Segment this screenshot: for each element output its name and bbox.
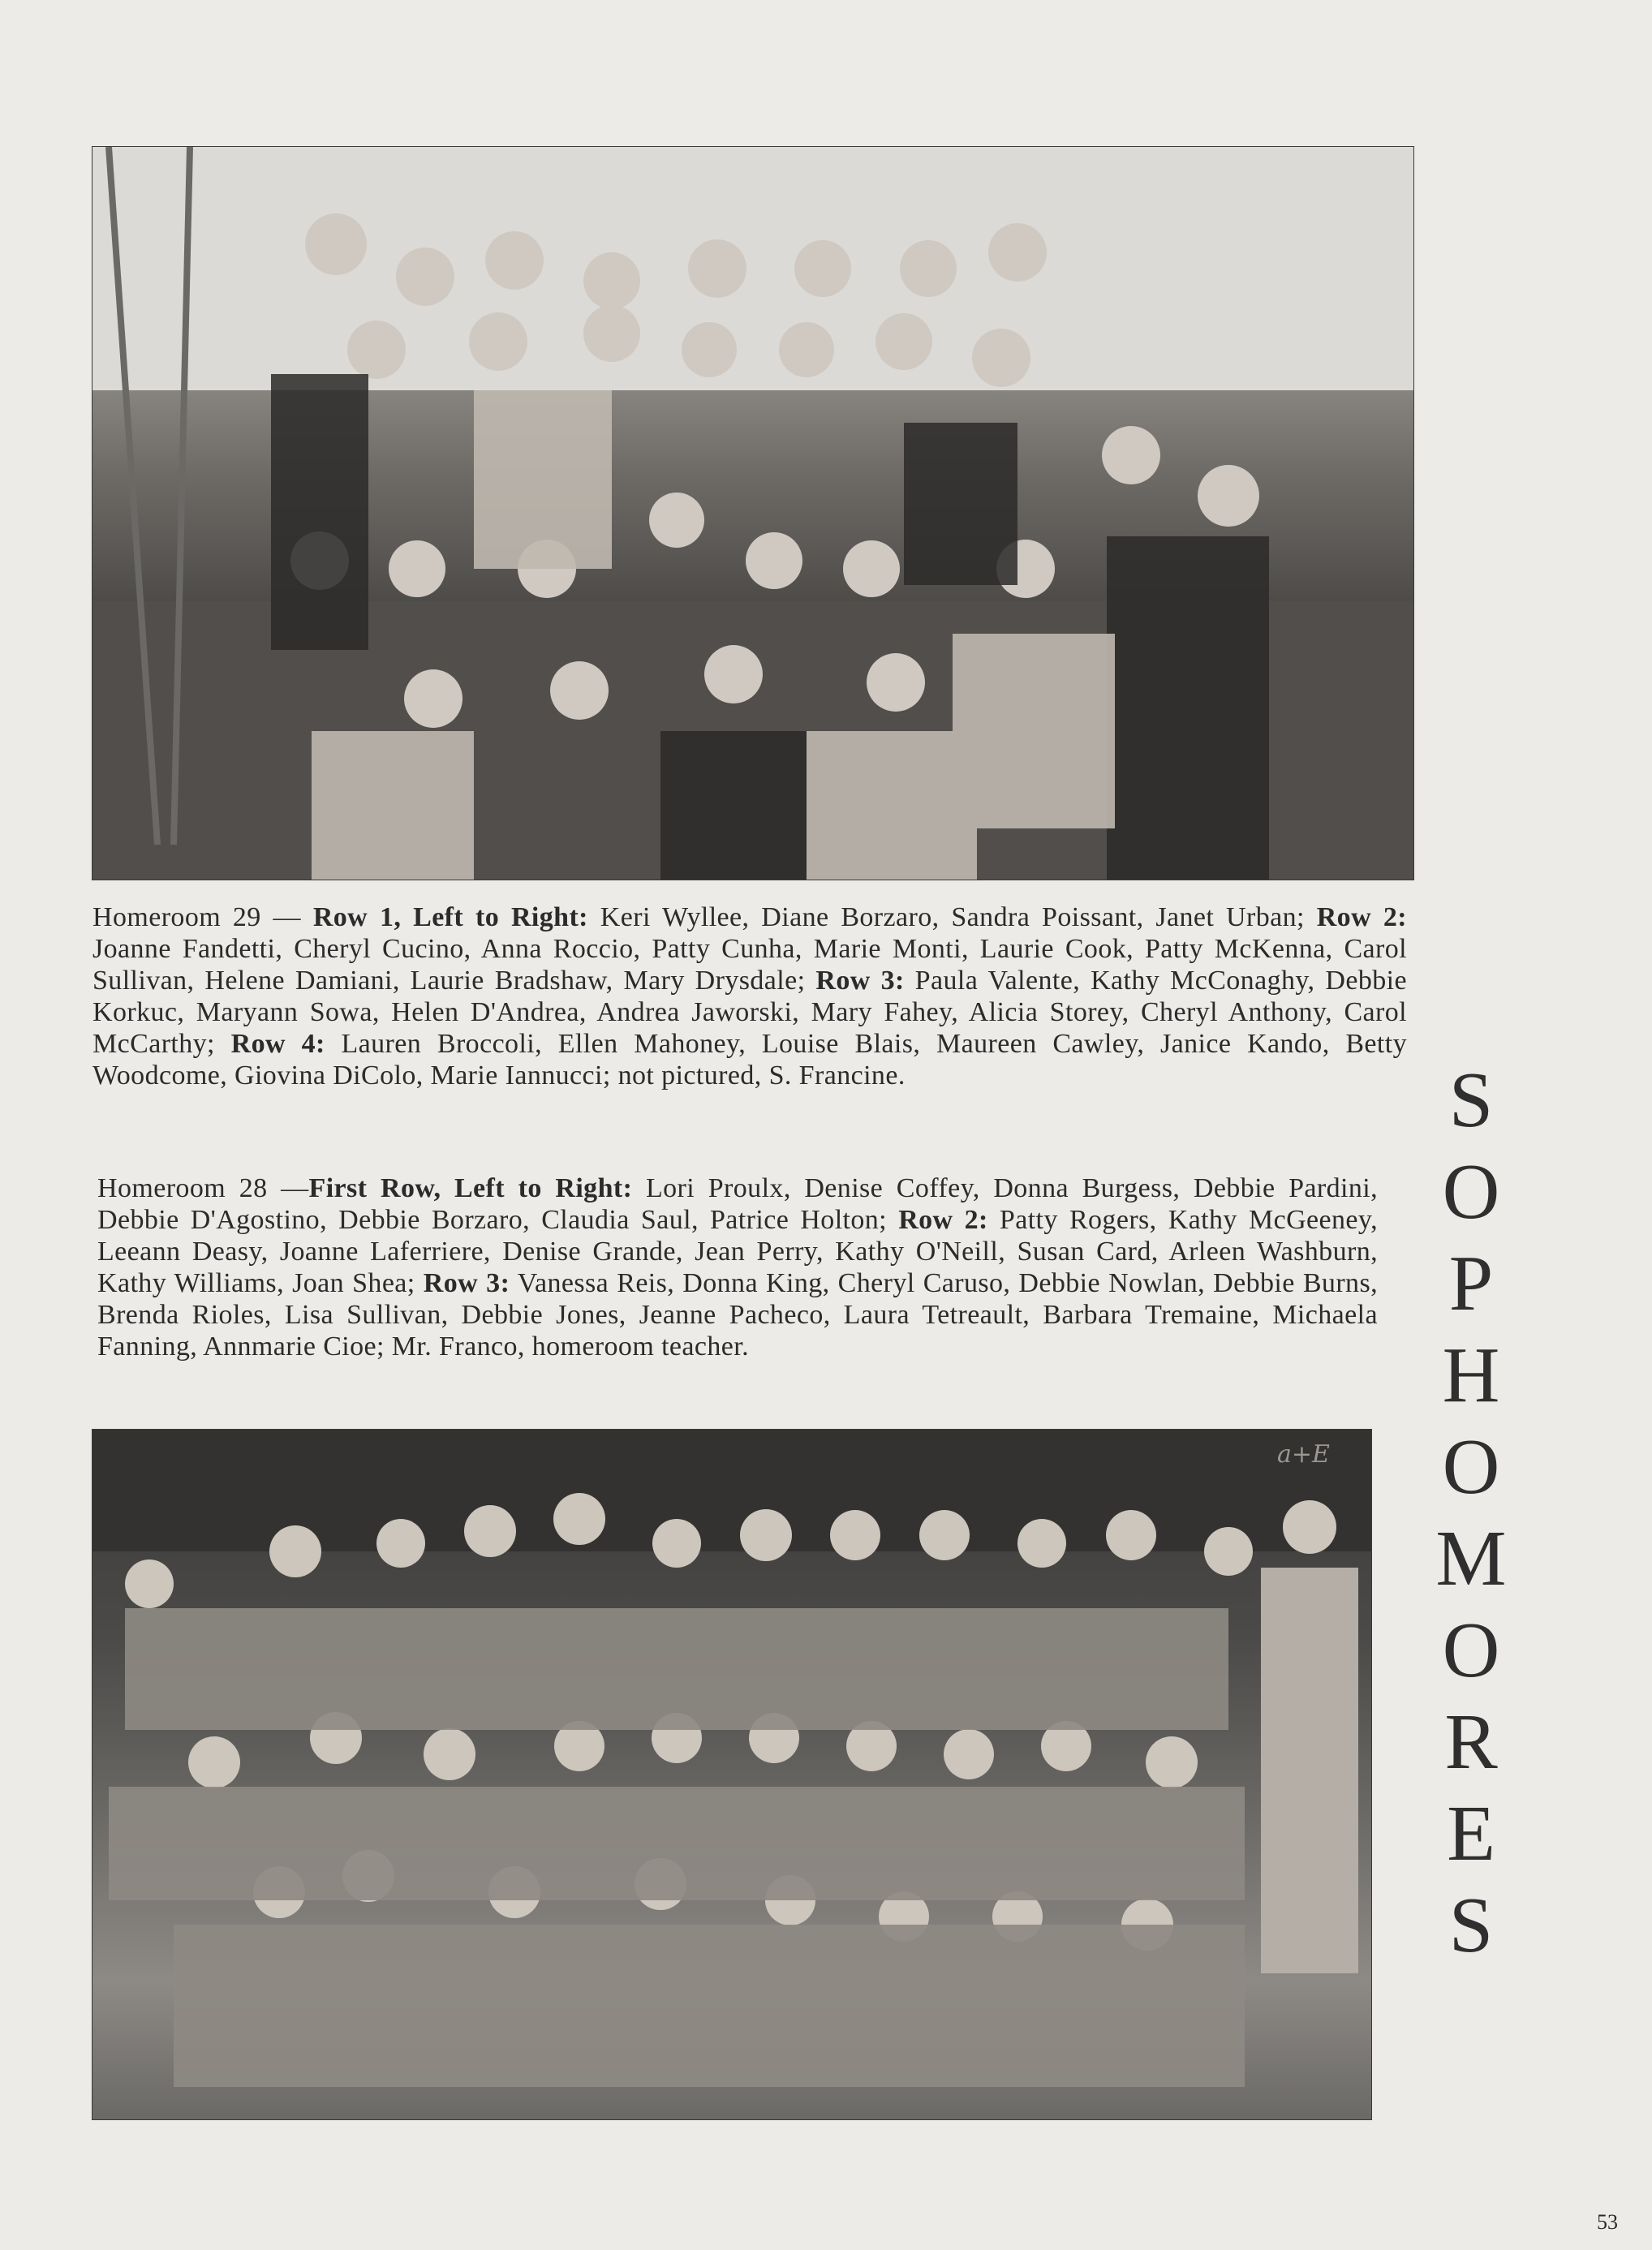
homeroom-28-caption — [97, 1172, 1378, 1362]
homeroom-29-caption — [92, 901, 1407, 1091]
section-title-letter: M — [1435, 1515, 1507, 1603]
caption-text: Lauren Broccoli, Ellen Mahoney, Louise Blais, Maureen Cawley, Janice Kando, Betty Woodcome, Giovina DiColo, Marie Iannucci; not pictured, S. Francine. — [92, 1029, 1407, 1091]
caption-text: Patty Rogers, Kathy McGeeney, Leeann Deasy, Joanne Laferriere, Denise Grande, Jean Perry, Kathy O'Neill, Susan Card, Arleen Washburn, Kathy Williams, Joan Shea; — [97, 1205, 1378, 1298]
caption-text: Joanne Fandetti, Cheryl Cucino, Anna Roccio, Patty Cunha, Marie Monti, Laurie Cook, Patty McKenna, Carol Sullivan, Helene Damiani, Laurie Bradshaw, Mary Drysdale; — [92, 934, 1407, 996]
homeroom-28-photo — [92, 1429, 1372, 2120]
caption-text: Lori Proulx, Denise Coffey, Donna Burgess, Debbie Pardini, Debbie D'Agostino, Debbie Borzaro, Claudia Saul, Patrice Holton; — [97, 1173, 1378, 1235]
section-title-letter: O — [1442, 1423, 1500, 1511]
homeroom-28-photo-art — [92, 1430, 1371, 2119]
caption-heading: Row 4: — [230, 1029, 325, 1059]
caption-heading: Row 2: — [1316, 902, 1407, 932]
section-title-letter: S — [1448, 1882, 1494, 1969]
caption-heading: Row 2: — [898, 1205, 988, 1235]
homeroom-29-photo-art — [92, 147, 1413, 880]
section-title-letter: O — [1442, 1607, 1500, 1694]
section-title-letter: O — [1442, 1148, 1500, 1236]
caption-heading: First Row, Left to Right: — [308, 1173, 633, 1203]
caption-text: Vanessa Reis, Donna King, Cheryl Caruso, Debbie Nowlan, Debbie Burns, Brenda Rioles, Lisa Sullivan, Debbie Jones, Jeanne Pacheco, Laura Tetreault, Barbara Tremaine, Michaela Fanning, Annmarie Cioe; Mr. Franco, homeroom teacher. — [97, 1268, 1378, 1362]
caption-heading: Row 3: — [815, 966, 905, 996]
section-title — [1426, 1055, 1516, 1972]
section-title-letter: S — [1448, 1056, 1494, 1144]
section-title-letter: R — [1444, 1698, 1498, 1786]
caption-text: Paula Valente, Kathy McConaghy, Debbie Korkuc, Maryann Sowa, Helen D'Andrea, Andrea Jaworski, Mary Fahey, Alicia Storey, Cheryl Anthony, Carol McCarthy; — [92, 966, 1407, 1059]
caption-heading: Row 1, Left to Right: — [312, 902, 588, 932]
caption-text: Homeroom 29 — — [92, 902, 313, 932]
handwriting-mark: a+E — [1277, 1440, 1330, 1469]
caption-text: Keri Wyllee, Diane Borzaro, Sandra Poissant, Janet Urban; — [587, 902, 1317, 932]
section-title-letter: H — [1442, 1332, 1500, 1419]
homeroom-29-photo — [92, 146, 1414, 880]
section-title-letter: P — [1448, 1240, 1494, 1327]
caption-text: Homeroom 28 — — [97, 1173, 309, 1203]
page-number: 53 — [1597, 2210, 1618, 2234]
caption-heading: Row 3: — [423, 1268, 510, 1298]
section-title-letter: E — [1447, 1790, 1495, 1878]
